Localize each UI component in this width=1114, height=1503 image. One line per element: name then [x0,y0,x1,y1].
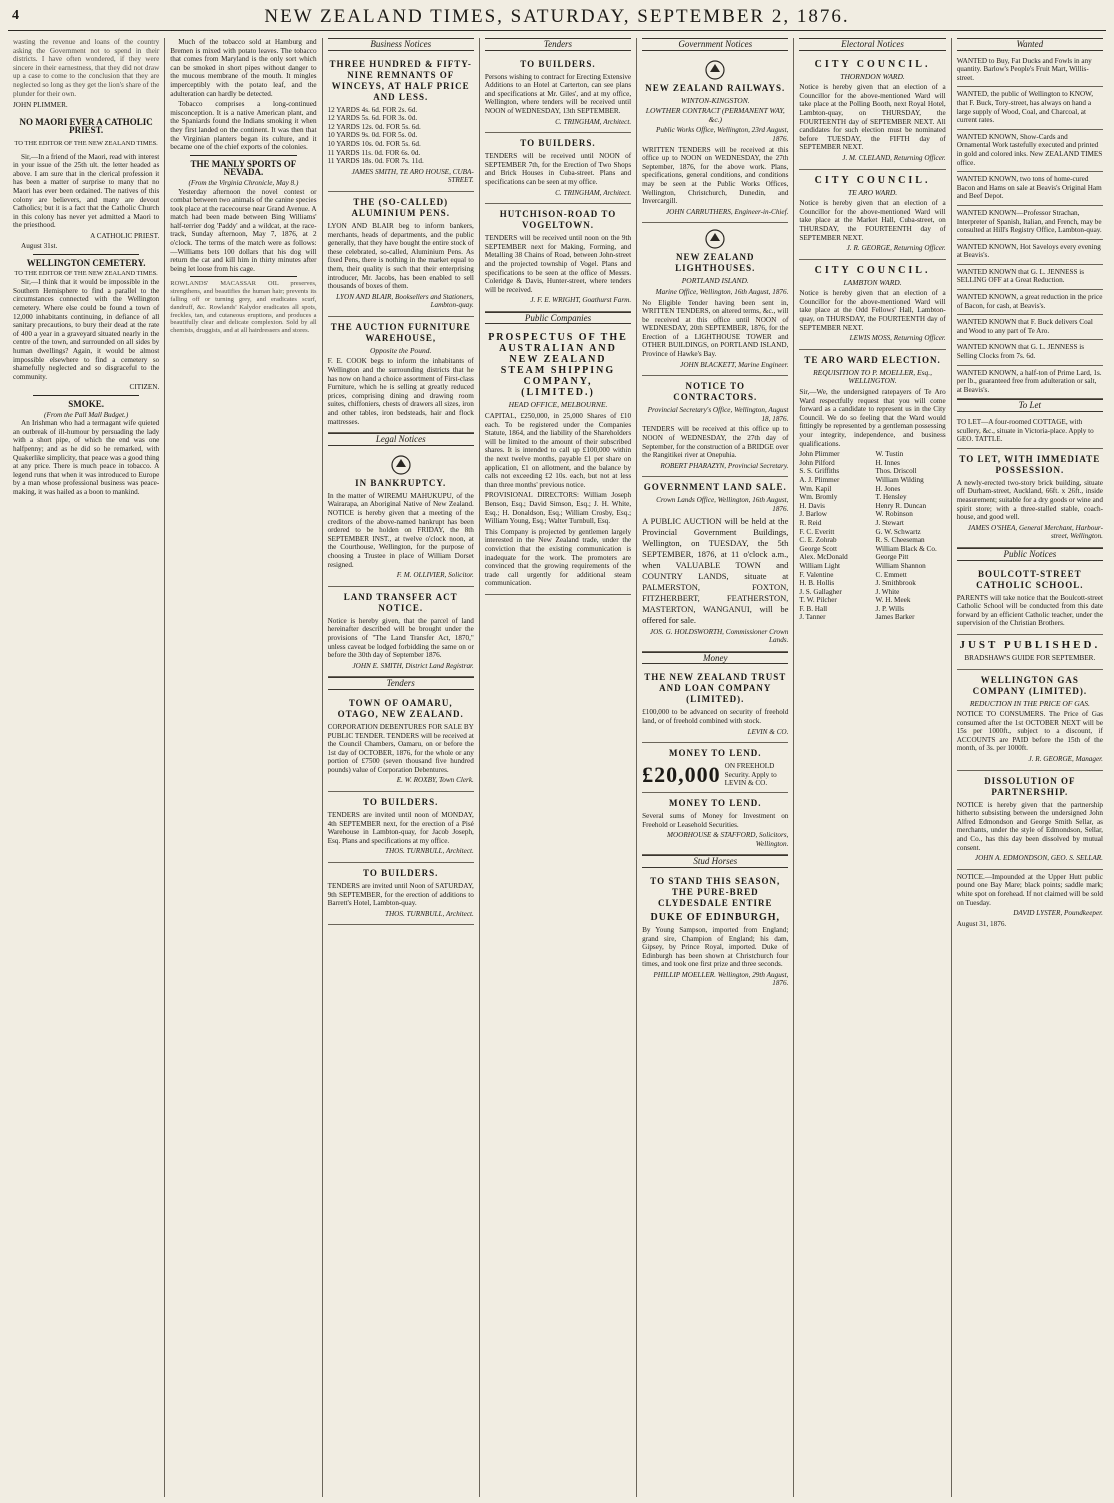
tender-body: CORPORATION DEBENTURES FOR SALE BY PUBLIC TENDER. TENDERS will be received at the Council Chambers, Oamaru, on or before the 1st day of OCTOBER, 1876, for the whole or any portion of £7500 (seven thousand five hundred pounds) value of Corporation Debentures. [327,722,474,774]
signatory-name: Alex. McDonald [799,553,848,562]
notice-body: Notice is hereby given that an election of a Councillor for the above-mentioned Ward will take place at the Market Hall, Cuba-street, on THURSDAY, the FOURTEENTH day of SEPTEMBER NEXT. [799,199,946,242]
tender-signature: C. TRINGHAM, Architect. [555,188,632,197]
section-heading: Money [642,652,788,665]
election-te-aro [799,170,945,260]
notice-catholic-school [957,564,1103,635]
signatory-name: George Pitt [875,553,909,562]
price-row: 12 YARDS 5s. 6d. FOR 3s. 0d. [327,114,418,123]
page-number: 4 [12,8,19,23]
notice-body: Notice is hereby given, that the parcel of land hereinafter described will be brought under the provisions of "The Land Transfer Act, 1870," unless caveat be lodged forbidding the same on or before the 30th day of September 1876. [327,616,474,660]
column-3 [323,38,480,1497]
price-row: 12 YARDS 12s. 0d. FOR 5s. 6d. [327,122,421,131]
signatory-name: Thos. Driscoll [875,467,917,476]
legal-bankruptcy [328,449,474,587]
ad-signature: PHILLIP MOELLER. Wellington, 29th August, 1876. [653,970,789,988]
tender-builders-1 [328,792,474,863]
tender-oamaru [328,693,474,792]
tender-body: TENDERS are invited until Noon of SATURDAY, 9th SEPTEMBER, for the erection of additions to Barrett's Hotel, Lambton-quay. [327,882,474,908]
notice-title: IN BANKRUPTCY. [355,477,447,488]
column-1 [8,38,165,1497]
column-6 [794,38,951,1497]
requisition-moeller [799,350,945,626]
article-body: Yesterday afternoon the novel contest or combat between two animals of the canine species took place at the racecourse near Grand Avenue. A match had been made between Bing Williams' half-terrier dog 'Paddy' and a wildcat, at the race-track, Sunday afternoon, May 7, 1876, at 2 o'clock. The terms of the match were as follows:—Williams bets 100 dollars that his dog will return the cat and kill him in thirty minutes after being let loose from his cage. [170,187,317,273]
newspaper-title: NEW ZEALAND TIMES, SATURDAY, SEPTEMBER 2, 1876. [264,6,850,27]
ad-title: TO STAND THIS SEASON, THE PURE-BRED CLYDESDALE ENTIRE [650,875,781,908]
article-cemetery [13,259,159,392]
notice-title: CITY COUNCIL. [814,174,931,186]
prospectus-body: CAPITAL, £250,000, in 25,000 Shares of £10 each. To be registered under the Companies Statute, 1864, and the liability of the Shareholders will be limited to the amount of their subscribed shares. It is intended to call up £100,000 within the next twelve months, payable £1 per share on application, £1 on allotment, and the balance by calls not exceeding £2 10s. each, but not at less than three months' previous notice. [484,412,632,489]
column-2 [165,38,322,1497]
signatory-name: W. Robinson [875,510,913,519]
article-title: SMOKE. [68,398,105,409]
notice-subtitle: THORNDON WARD. [840,71,905,81]
article-source: (From the Pall Mall Budget.) [44,410,129,419]
notice-title: NEW ZEALAND RAILWAYS. [645,82,786,93]
notice-just-published [957,635,1103,670]
notice-title: TE ARO WARD ELECTION. [804,354,941,365]
notice-body: NOTICE TO CONSUMERS. The Price of Gas consumed after the 1st OCTOBER NEXT will be 15s per 1000ft., subject to a discount, if ACCOUNTS are PAID before the 15th of the month, of 3s. per 1000ft. [956,710,1103,753]
notice-body: Notice is hereby given that an election of a Councillor for the above-mentioned Ward will take place at the Odd Fellows' Hall, Lambton-quay, on THURSDAY, the FOURTEENTH day of SEPTEMBER NEXT. [799,289,946,332]
notice-signature: JOS. G. HOLDSWORTH, Commissioner Crown Lands. [649,627,789,645]
divider [190,155,296,156]
notice-subtitle: REDUCTION IN THE PRICE OF GAS. [969,698,1090,708]
divider [33,395,139,396]
tender-signature: E. W. ROXBY, Town Clerk. [396,776,474,785]
notice-gas-company [957,670,1103,771]
notice-date: Provincial Secretary's Office, Wellington, August 18, 1876. [647,406,789,423]
ad-subtitle: Opposite the Pound. [369,345,432,355]
signatory-name: F. Valentine [799,570,834,579]
price-list [328,106,474,166]
wanted-ad: WANTED KNOWN, two tons of home-cured Bacon and Hams on sale at Beavis's Original Ham and Beef Depot. [957,172,1103,206]
tender-signature: C. TRINGHAM, Architect. [555,117,632,126]
ad-stud-horse [642,871,788,994]
signatory-name: G. W. Schwartz [875,527,921,536]
notice-body: NOTICE is hereby given that the partnership hitherto subsisting between the undersigned John Alfred Edmondson and George Smith Sellar, as merchants, under the style of Edmondson, Sellar, and Co., has this day been dissolved by mutual consent. [956,800,1103,852]
article-body: Sir,—I think that it would be impossible in the Southern Hemisphere to find a parallel to the circumstances connected with the Wellington cemetery. Where else could be found a town of 12,000 inhabitants continuing, in defiance of all sanitary precautions, to bury their dead at the rate of 400 a year in a graveyard situated nearly in the centre of the town, and surrounded on all sides by human dwellings? Again, it would be almost impossible elsewhere to find a cemetery so shamefully neglected and so disgraceful to the community. [13,278,160,381]
notice-body: Sir,—We, the undersigned ratepayers of Te Aro Ward respectfully request that you will come forward as a candidate to represent us in the City Council. We do so feeling that the Ward would fittingly be represented by a gentleman possessing your integrity, independence, and business qualifications. [799,388,946,448]
article-date: August 31st. [21,242,58,251]
tender-hutchison-road [485,204,631,312]
notice-body: No Eligible Tender having been sent in, WRITTEN TENDERS, on altered terms, &c., will be received at this office until NOON of WEDNESDAY, 20th SEPTEMBER, 1876, for the Erection of a LIGHTHOUSE TOWER and OTHER BUILDINGS, on PORTLAND ISLAND, Province of Hawke's Bay. [642,298,789,359]
article-addressee: TO THE EDITOR OF THE NEW ZEALAND TIMES. [14,269,158,277]
ad-body: £100,000 to be advanced on security of freehold land, or of freehold combined with stock. [642,708,789,725]
article-signature: CITIZEN. [129,383,160,392]
election-thorndon [799,54,945,170]
price-row: 12 YARDS 4s. 6d. FOR 2s. 6d. [327,105,418,114]
article-catholic-priest [13,118,159,251]
ad-signature: MOORHOUSE & STAFFORD, Solicitors, Wellington. [666,831,789,848]
ad-title: MONEY TO LEND. [668,797,762,808]
article-body: Tobacco comprises a long-continued misconception. It is a native American plant, and the Spaniards found the Indians smoking it when they first landed on the continent. It was then that the Virginian planters began its culture, and it became one of the chief exports of the colonies. [170,100,317,152]
tender-signature: J. F. E. WRIGHT, Goathurst Farm. [530,296,632,305]
tender-title: HUTCHISON-ROAD TO VOGELTOWN. [499,209,617,231]
ad-title: TO LET, WITH IMMEDIATE POSSESSION. [959,453,1101,475]
tender-body: TENDERS are invited until noon of MONDAY, 4th SEPTEMBER next, for the erection of a Pisé Warehouse in Lambton-quay, for Jacob Joseph, Esq. Plans and specifications at my office. [327,811,474,845]
notice-title: CITY COUNCIL. [814,264,931,276]
notice-contractors [642,376,788,477]
notice-subtitle: LOWTHER CONTRACT (PERMANENT WAY, &c.) [645,106,785,124]
column-7 [952,38,1108,1497]
article-body: Much of the tobacco sold at Hamburg and Bremen is mixed with potato leaves. The tobacco that comes from Maryland is the only sort which can be smoked in short pipes without danger to the mucous membrane of the mouth. It mingles imperceptibly with the potato leaf, and the adulteration can hardly be detected. [170,38,317,98]
signatory-name: A. J. Plimmer [799,475,840,484]
wanted-ad: WANTED KNOWN, Show-Cards and Ornamental Work tastefully executed and printed in gold and colored inks. New ZEALAND TIMES office. [957,130,1103,172]
notice-body: BRADSHAW'S GUIDE FOR SEPTEMBER. [964,653,1096,662]
ad-money-to-lend-2 [642,793,788,855]
signatory-name: W. Tustin [875,450,904,459]
notice-signature: J. R. GEORGE, Manager. [1028,755,1103,764]
tender-body: TENDERS will be received until noon on the 9th SEPTEMBER next for Making, Forming, and Metalling 38 Chains of Road, between John-street and the projected township of Vogel. Plans and specifications to be seen at the office of Messrs. Coleridge & Davis, Hunter-street, where tenders will be received. [484,234,632,294]
ad-title: THE NEW ZEALAND TRUST AND LOAN COMPANY (LIMITED). [644,672,787,705]
section-heading: Tenders [328,677,474,690]
article-title: THE MANLY SPORTS OF NEVADA. [190,158,297,178]
ad-signature: JAMES O'SHEA, General Merchant, Harbour-street, Wellington. [967,523,1103,541]
masthead [8,0,1106,31]
signatories-list [799,450,945,622]
notice-body: A PUBLIC AUCTION will be held at the Provincial Government Buildings, Wellington, on TUESDAY, the 5th SEPTEMBER, 1876, at 11 o'clock a.m., when VALUABLE TOWN and COUNTRY LANDS, situate at PALMERSTON, FOXTON, FITZHERBERT, FEATHERSTON, MASTERTON, WANGANUI, will be offered for sale. [642,515,789,625]
wanted-ad: WANTED KNOWN, a great reduction in the price of Bacon, for cash, at Beavis's. [957,290,1103,315]
section-heading: Government Notices [642,38,788,51]
tender-body: TENDERS will be received until NOON of SEPTEMBER 7th, for the Erection of Two Shops and Brick Houses in Cuba-street. Plans and specifications can be seen at my office. [484,152,632,186]
notice-signature: LEWIS MOSS, Returning Officer. [849,334,946,343]
election-lambton [799,260,945,350]
section-heading: Public Notices [957,548,1103,561]
notice-land-sale [642,477,788,651]
to-let-cottage: TO LET—A four-roomed COTTAGE, with scullery, &c., situate in Victoria-place. Apply to GEO. TATTLE. [957,415,1103,449]
signatory-name: J. S. Gallagher [799,587,842,596]
signatory-name: William Wilding [875,475,924,484]
signatory-name: J. Tanner [799,613,826,622]
ad-title: MONEY TO LEND. [668,748,762,759]
ad-title: THE AUCTION FURNITURE WAREHOUSE, [330,321,471,343]
signatories-right [876,450,946,622]
notice-title: DISSOLUTION OF PARTNERSHIP. [984,775,1076,797]
notice-impounded [957,870,1103,935]
tender-title: TOWN OF OAMARU, OTAGO, NEW ZEALAND. [337,697,464,719]
ad-body: F. E. COOK begs to inform the inhabitants of Wellington and the surrounding districts that he has now on hand a choice assortment of First-class Furniture, which he is selling at greatly reduced prices, comprising dining and drawing room suites, chiffoniers, chests of drawers all sizes, iron and other tables, iron bedsteads, hair and flock mattresses. [327,357,474,426]
notice-body: In the matter of WIREMU MAHUKUPU, of the Wairarapa, an Aboriginal Native of New Zealand. NOTICE is hereby given that a meeting of the creditors of the above-named bankrupt has been ordered to be holden on FRIDAY, the 8th SEPTEMBER INST., at twelve o'clock noon, at the Courthouse, Wellington, for the purpose of choosing a Trustee in place of William Dorset resigned. [327,491,474,569]
tender-cuba-street [485,133,631,204]
ad-signature: JAMES SMITH, TE ARO HOUSE, CUBA-STREET. [351,167,474,185]
signatory-name: C. E. Zohrab [799,536,837,545]
notice-title: NOTICE TO CONTRACTORS. [673,381,758,403]
section-heading: Wanted [957,38,1103,51]
notice-date: Public Works Office, Wellington, 23rd August, 1876. [655,126,789,143]
section-heading: Public Companies [485,312,631,325]
notice-title: CITY COUNCIL. [814,58,931,70]
article-body: An Irishman who had a termagant wife quieted an outbreak of ill-humour by persuading the lady with a short pipe, of which the end was one halfpenny; and as he did so he remarked, with Quakerlike simplicity, that peace was a good thing at any price. There is much peace in tobacco. A legend runs that when it was introduced to Europe by a man whose professional business was peace-making, it was hailed as a boon to mankind. [13,419,160,496]
signatory-name: William Black & Co. [875,544,937,553]
notice-dissolution [957,771,1103,870]
signatory-name: R. Reid [799,518,822,527]
page-columns [8,38,1108,1497]
tender-body: Persons wishing to contract for Erecting Extensive Additions to an Hotel at Carterton, can see plans and specifications at Mr. Giles', and at my office, Wellington, where tenders will be received until NOON of WEDNESDAY, 13th SEPTEMBER. [484,72,632,115]
notice-body: NOTICE.—Impounded at the Upper Hutt public pound one Bay Mare; black points; saddle mark; white spot on forehead. If not claimed will be sold on Tuesday. [956,872,1103,907]
article-source: (From the Virginia Chronicle, May 8.) [188,178,299,187]
notice-subtitle: TE ARO WARD. [847,187,898,197]
ad-trust-loan [642,667,788,743]
ad-signature: LYON AND BLAIR, Booksellers and Stationers, Lambton-quay. [336,292,474,310]
ad-signature: LEVIN & CO. [747,727,789,736]
signatory-name: John Plimmer [799,450,840,459]
tender-carterton [485,54,631,134]
signatory-name: James Barker [875,613,915,622]
signatory-name: R. S. Cheeseman [875,536,925,545]
notice-lighthouses [642,223,788,376]
wanted-ad: WANTED KNOWN, Hot Saveloys every evening at Beavis's. [957,240,1103,265]
price-row: 11 YARDS 11s. 0d. FOR 6s. 0d. [327,148,421,157]
ad-body: By Young Sampson, imported from England; grand sire, Champion of England; his dam, Gipsey, by Prince Royal, imported. Duke of Edinburgh has been shown at Christchurch four times, and took one first prize and three seconds. [642,925,789,969]
tender-title: TO BUILDERS. [363,868,439,879]
signatory-name: H. B. Hollis [799,579,835,588]
ad-money-to-lend-1 [642,743,788,793]
notice-body: Notice is hereby given that an election of a Councillor for the above-mentioned Ward will take place at the Polling Booth, next Royal Hotel, Lambton-quay, on THURSDAY, the FOURTEENTH day of SEPTEMBER NEXT. All candidates for such election must be nominated before TUESDAY, the FIFTH day of SEPTEMBER NEXT. [799,83,946,152]
tender-builders-2 [328,863,474,925]
article-smoke-continued [170,38,316,152]
wanted-ad: WANTED KNOWN that G. L. JENNESS is SELLING OFF at a Great Reduction. [957,265,1103,290]
ad-body: Several sums of Money for Investment on Freehold or Leasehold Securities. [642,811,789,829]
tender-title: TO BUILDERS. [520,58,596,69]
signatory-name: J. Barlow [799,510,827,519]
wanted-ad: WANTED to Buy, Fat Ducks and Fowls in any quantity. Barlow's People's Fruit Mart, Willis-street. [957,54,1103,88]
signatory-name: William Light [799,561,841,570]
ad-title: THREE HUNDRED & FIFTY-NINE REMNANTS OF WINCEYS, AT HALF PRICE AND LESS. [329,58,472,102]
notice-signature: DAVID LYSTER, Poundkeeper. [1013,909,1103,918]
royal-crest-icon [704,59,726,81]
notice-subtitle: PORTLAND ISLAND. [681,276,749,286]
signatories-left [799,450,869,622]
advertisement-pens [328,192,474,317]
notice-body: PARENTS will take notice that the Boulcott-street Catholic School will be conducted from this date forward by an efficient Catholic teacher, under the supervision of the Christian Brothers. [956,593,1103,628]
article-title: NO MAORI EVER A CATHOLIC PRIEST. [19,116,153,136]
wanted-ad: WANTED KNOWN, a half-ton of Prime Lard, 1s. per lb., guaranteed free from adulteration or salt, at Beavis's. [957,366,1103,400]
signatory-name: William Shannon [875,561,926,570]
notice-body: TENDERS will be received at this office up to NOON of WEDNESDAY, the 27th day of September, for the construction of a BRIDGE over the Rangitikei river at Onepuhia. [642,425,789,460]
article-body: Sir,—In a friend of the Maori, read with interest in your issue of the 25th ult. the letter headed as above. I am sure that in the clerical profession it has been a matter of surprise to many that no Maori has ever been ordained. The natives of this colony are believers, and many are devout Catholics; but it is a fact that the Catholic Church in this colony has never yet admitted a Maori to the priesthood. [13,152,160,230]
notice-date: August 31, 1876. [956,919,1007,928]
signatory-name: George Scott [799,544,838,553]
ad-body: A newly-erected two-story brick building, situate off Durham-street, Auckland, 66ft. x 26ft., inside measurement; suitable for a dry goods or wine and spirit store; with a three-stalled stable, coach-house, and good well. [956,478,1103,522]
divider [33,254,139,255]
article-intro: wasting the revenue and loans of the country asking the Government not to spend in their districts. I have often wondered, if they were sincere in their earnestness, that they did not draw up a case to come to the conclusion that they are neglected so long as they get the lion's share of the plunder for their own. [13,38,160,98]
price-row: 10 YARDS 9s. 0d. FOR 5s. 0d. [327,131,418,140]
tender-signature: THOS. TURNBULL, Architect. [384,909,474,918]
article-addressee: TO THE EDITOR OF THE NEW ZEALAND TIMES. [14,139,158,147]
notice-title: NEW ZEALAND LIGHTHOUSES. [675,252,756,274]
price-row: 10 YARDS 10s. 0d. FOR 5s. 6d. [327,139,421,148]
signatory-name: J. Smithbrook [875,579,916,588]
signatory-name: John Pilford [799,458,835,467]
signatory-name: T. W. Pilcher [799,596,837,605]
section-heading: To Let [957,399,1103,412]
notice-subtitle: LAMBTON WARD. [843,277,902,287]
notice-signature: J. R. GEORGE, Returning Officer. [846,244,946,253]
column-4 [480,38,637,1497]
notice-title: WELLINGTON GAS COMPANY (LIMITED). [972,674,1088,696]
notice-signature: JOHN A. EDMONDSON, GEO. S. SELLAR. [974,854,1103,863]
notice-signature: J. M. CLELAND, Returning Officer. [842,153,946,162]
ad-title: THE (SO-CALLED) ALUMINIUM PENS. [351,196,450,218]
signatory-name: Wm. Kapil [799,484,832,493]
horse-name: DUKE OF EDINBURGH, [650,911,781,923]
royal-crest-icon [704,228,726,250]
to-let-building [957,449,1103,548]
signatory-name: W. H. Meek [875,596,911,605]
signatory-name: Henry R. Duncan [875,501,927,510]
loan-amount: £20,000 [642,761,721,787]
notice-signature: JOHN CARRUTHERS, Engineer-in-Chief. [665,207,789,216]
notice-title: LAND TRANSFER ACT NOTICE. [343,591,458,613]
advertisement-furniture [328,317,474,433]
section-heading: Tenders [485,38,631,51]
wanted-ad: WANTED KNOWN that G. L. JENNESS is Selling Clocks from 7s. 6d. [957,340,1103,365]
prospectus-text: This Company is projected by gentlemen largely interested in the New Zealand trade, under the conviction that the existing communication is inadequate for the work. The promoters are convinced that the growing requirements of the trade call urgently for additional steam communication. [484,527,632,588]
notice-date: Crown Lands Office, Wellington, 16th August, 1876. [656,496,789,513]
signatory-name: J. White [875,587,900,596]
signatory-name: H. Jones [875,484,901,493]
signatory-name: S. S. Griffiths [799,467,840,476]
notice-signature: F. M. OLLIVIER, Solicitor. [396,571,474,580]
signatory-name: J. Stewart [875,518,904,527]
signatory-name: H. Davis [799,501,825,510]
signatory-name: F. B. Hall [799,604,828,613]
royal-crest-icon [390,454,412,476]
advertisement-rowlands: ROWLANDS' MACASSAR OIL preserves, strengthens, and beautifies the human hair; prevents its falling off or turning grey, and eradicates scurf, dandruff, &c. Rowlands' Kalydor eradicates all spots, freckles, tan, and cutaneous eruptions, and produces a beautifully clear and delicate complexion. Sold by all chemists, druggists, and at all hairdressers and stores. [170,280,317,335]
notice-signature: ROBERT PHARAZYN, Provincial Secretary. [660,461,789,470]
tender-signature: THOS. TURNBULL, Architect. [384,847,474,856]
prospectus-subtitle: HEAD OFFICE, MELBOURNE. [508,400,608,410]
signatory-name: J. P. Wills [875,604,904,613]
article-signature: A CATHOLIC PRIEST. [90,231,160,240]
notice-title: GOVERNMENT LAND SALE. [643,482,787,493]
legal-land-transfer [328,587,474,678]
tender-title: TO BUILDERS. [363,797,439,808]
tender-title: TO BUILDERS. [520,138,596,149]
wanted-ad: WANTED, the public of Wellington to KNOW, that F. Buck, Tory-street, has always on hand a large supply of Wood, Coal, and Charcoal, at current rates. [957,87,1103,129]
section-heading: Electoral Notices [799,38,945,51]
section-heading: Stud Horses [642,855,788,868]
notice-subtitle: WINTON-KINGSTON. [680,95,750,105]
notice-subtitle: REQUISITION TO P. MOELLER, Esq., WELLINGTON. [813,367,932,386]
signatory-name: T. Hensley [875,493,907,502]
wanted-ad: WANTED KNOWN—Professor Strachan, Interpreter of Spanish, Italian, and French, may be consulted at Hill's Registry Office, Lambton-quay. [957,206,1103,240]
signatory-name: C. Emmett [875,570,907,579]
divider [190,276,296,277]
section-heading: Legal Notices [328,433,474,446]
article-nevada [170,160,316,274]
article-smoke [13,400,159,497]
section-heading: Business Notices [328,38,474,51]
notice-railways [642,54,788,224]
notice-signature: JOHN E. SMITH, District Land Registrar. [352,661,474,670]
wanted-ad: WANTED KNOWN that F. Buck delivers Coal and Wood to any part of Te Aro. [957,315,1103,340]
notice-title: BOULCOTT-STREET CATHOLIC SCHOOL. [976,568,1084,590]
signatory-name: F. C. Everitt [799,527,835,536]
signature: JOHN PLIMMER. [13,101,68,110]
notice-title: JUST PUBLISHED. [959,638,1101,651]
article-title: WELLINGTON CEMETERY. [26,258,146,269]
advertisement-winceys [328,54,474,192]
notice-signature: JOHN BLACKETT, Marine Engineer. [680,360,789,369]
signatory-name: H. Innes [875,458,900,467]
prospectus-directors: PROVISIONAL DIRECTORS: William Joseph Benson, Esq.; David Simson, Esq.; J. H. White, Esq.; H. Donaldson, Esq.; William Crosby, Esq.; William Young, Esq.; Walter Turnbull, Esq. [484,491,632,526]
prospectus-steam-shipping [485,327,631,594]
amount-row [642,762,788,788]
column-5 [637,38,794,1497]
notice-body: WRITTEN TENDERS will be received at this office up to NOON on WEDNESDAY, the 27th September, 1876, for the above work. Plans, specifications, general conditions, and conditions may be seen at the Public Works Offices, Wellington, Christchurch, Dunedin, and Invercargill. [642,145,789,206]
ad-body: ON FREEHOLD Security. Apply to LEVIN & CO. [724,762,777,788]
ad-body: LYON AND BLAIR beg to inform bankers, merchants, heads of departments, and the public generally, that they have bought the entire stock of these celebrated, so-called, Aluminium Pens. As fixed Pens, there is nothing in the market equal to them, their quality is such that their enterprising introducer, Mr. Jacobs, has been enabled to sell thousands of boxes of them. [327,221,474,291]
notice-date: Marine Office, Wellington, 16th August, 1876. [655,287,789,296]
signatory-name: Wm. Bromly [799,493,838,502]
prospectus-title: PROSPECTUS OF THE AUSTRALIAN AND NEW ZEALAND STEAM SHIPPING COMPANY, (LIMITED.) [488,332,628,399]
price-row: 11 YARDS 18s. 0d. FOR 7s. 11d. [327,157,424,166]
